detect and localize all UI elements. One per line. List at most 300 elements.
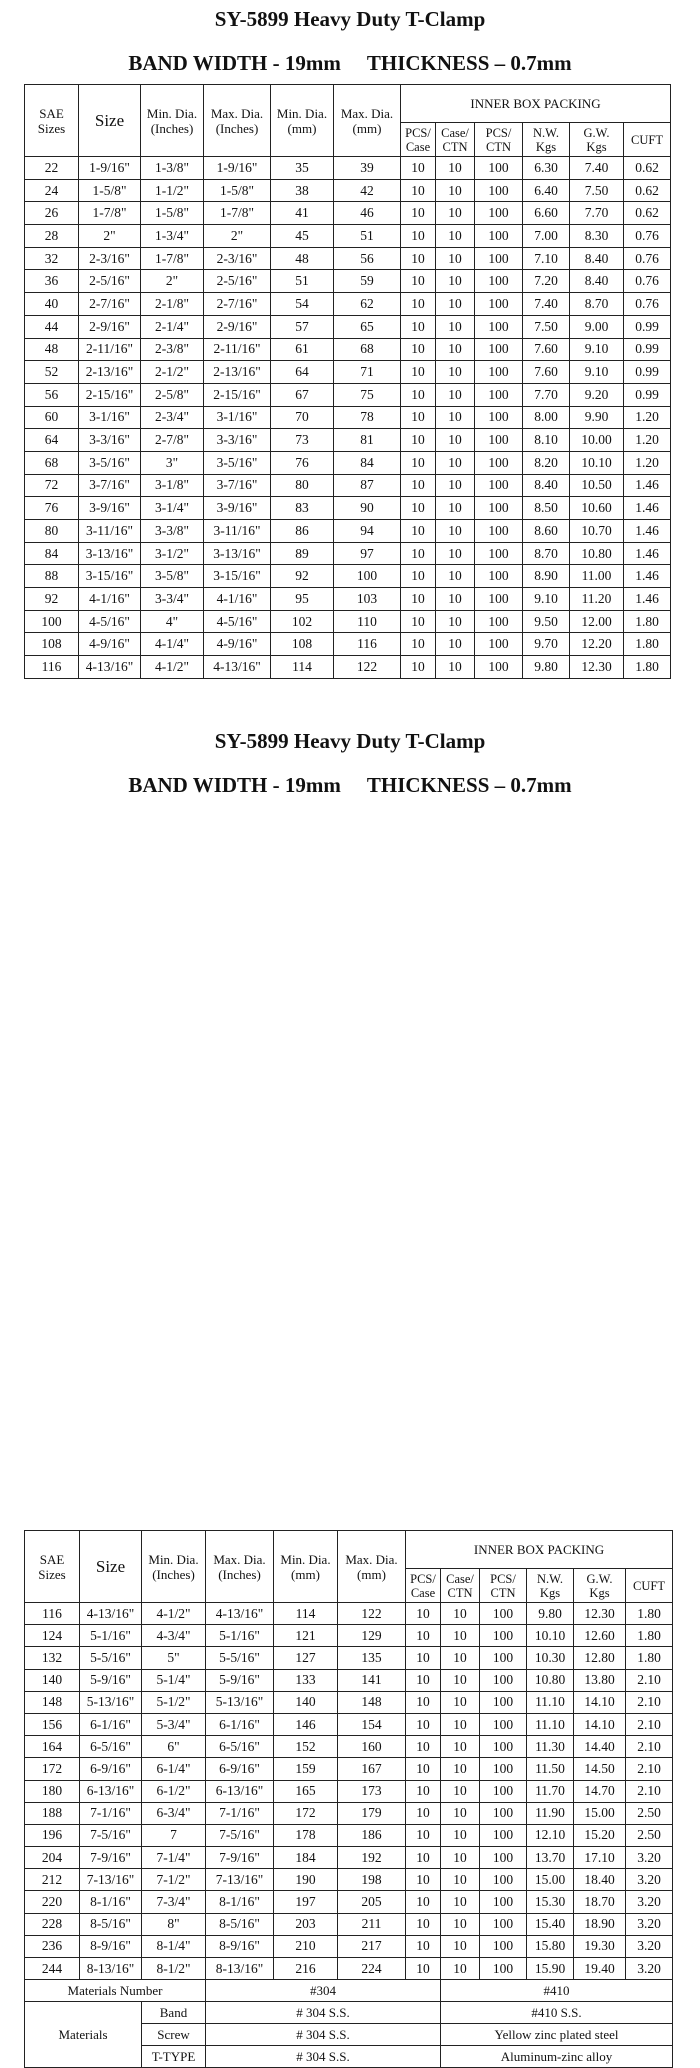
- cell-max-dia-mm: 56: [334, 247, 401, 270]
- table-row: [25, 1913, 673, 1935]
- cell-net-weight: 9.50: [523, 610, 570, 633]
- cell-max-dia-inches: 4-13/16": [206, 1603, 274, 1625]
- cell-min-dia-inches: 6-3/4": [142, 1802, 206, 1824]
- cell-net-weight: 10.30: [527, 1647, 574, 1669]
- cell-max-dia-inches: 3-13/16": [204, 542, 271, 565]
- cell-pcs-per-case: 10: [406, 1780, 441, 1802]
- cell-size: 6-13/16": [80, 1780, 142, 1802]
- cell-pcs-per-ctn: 100: [480, 1847, 527, 1869]
- cell-size: 5-9/16": [80, 1669, 142, 1691]
- cell-case-per-ctn: 10: [436, 383, 475, 406]
- cell-sae-size: 180: [25, 1780, 80, 1802]
- cell-pcs-per-case: 10: [406, 1824, 441, 1846]
- cell-gross-weight: 8.40: [570, 270, 624, 293]
- cell-pcs-per-case: 10: [406, 1625, 441, 1647]
- cell-pcs-per-case: 10: [406, 1647, 441, 1669]
- cell-sae-size: 72: [25, 474, 79, 497]
- thickness-label: THICKNESS – 0.7mm: [366, 773, 572, 797]
- cell-size: 2-5/16": [79, 270, 141, 293]
- cell-sae-size: 172: [25, 1758, 80, 1780]
- cell-min-dia-inches: 3-1/2": [141, 542, 204, 565]
- cell-case-per-ctn: 10: [441, 1935, 480, 1957]
- table-row: [25, 315, 671, 338]
- cell-min-dia-inches: 5-3/4": [142, 1713, 206, 1735]
- cell-case-per-ctn: 10: [441, 1847, 480, 1869]
- cell-gross-weight: 14.10: [574, 1713, 626, 1735]
- cell-cuft: 1.80: [624, 656, 671, 679]
- cell-gross-weight: 19.30: [574, 1935, 626, 1957]
- cell-cuft: 1.46: [624, 565, 671, 588]
- cell-min-dia-inches: 7-1/2": [142, 1869, 206, 1891]
- table-row: [25, 565, 671, 588]
- cell-pcs-per-ctn: 100: [480, 1625, 527, 1647]
- cell-max-dia-inches: 3-1/16": [204, 406, 271, 429]
- cell-min-dia-inches: 6-1/4": [142, 1758, 206, 1780]
- cell-pcs-per-ctn: 100: [475, 157, 523, 180]
- cell-max-dia-mm: 192: [338, 1847, 406, 1869]
- cell-pcs-per-case: 10: [406, 1913, 441, 1935]
- cell-pcs-per-case: 10: [401, 451, 436, 474]
- cell-min-dia-inches: 3": [141, 451, 204, 474]
- cell-max-dia-inches: 2-3/16": [204, 247, 271, 270]
- cell-sae-size: 164: [25, 1736, 80, 1758]
- cell-sae-size: 116: [25, 656, 79, 679]
- cell-pcs-per-ctn: 100: [475, 270, 523, 293]
- cell-min-dia-mm: 45: [271, 225, 334, 248]
- cell-min-dia-mm: 146: [274, 1713, 338, 1735]
- table-row: [25, 1824, 673, 1846]
- cell-net-weight: 8.90: [523, 565, 570, 588]
- cell-gross-weight: 18.40: [574, 1869, 626, 1891]
- cell-pcs-per-case: 10: [406, 1869, 441, 1891]
- table-row: [25, 225, 671, 248]
- cell-case-per-ctn: 10: [436, 225, 475, 248]
- cell-size: 2-3/16": [79, 247, 141, 270]
- cell-gross-weight: 12.20: [570, 633, 624, 656]
- cell-pcs-per-case: 10: [401, 565, 436, 588]
- cell-cuft: 1.20: [624, 451, 671, 474]
- cell-min-dia-inches: 5-1/2": [142, 1691, 206, 1713]
- cell-max-dia-inches: 5-5/16": [206, 1647, 274, 1669]
- cell-size: 7-13/16": [80, 1869, 142, 1891]
- cell-max-dia-inches: 8-1/16": [206, 1891, 274, 1913]
- cell-net-weight: 8.20: [523, 451, 570, 474]
- cell-pcs-per-ctn: 100: [480, 1603, 527, 1625]
- cell-case-per-ctn: 10: [441, 1958, 480, 1980]
- header-max-inches: Max. Dia. (Inches): [204, 85, 271, 157]
- header-sae: SAE Sizes: [25, 85, 79, 157]
- cell-pcs-per-case: 10: [401, 293, 436, 316]
- table-row: [25, 429, 671, 452]
- cell-cuft: 2.10: [626, 1713, 673, 1735]
- cell-cuft: 2.50: [626, 1824, 673, 1846]
- cell-min-dia-inches: 4": [141, 610, 204, 633]
- cell-pcs-per-case: 10: [406, 1691, 441, 1713]
- band-label: Band: [142, 2002, 206, 2024]
- cell-min-dia-inches: 8": [142, 1913, 206, 1935]
- cell-max-dia-inches: 2-15/16": [204, 383, 271, 406]
- cell-min-dia-inches: 1-3/8": [141, 157, 204, 180]
- cell-cuft: 2.10: [626, 1780, 673, 1802]
- cell-cuft: 1.80: [626, 1647, 673, 1669]
- materials-number-410: #410: [441, 1980, 673, 2002]
- cell-max-dia-mm: 78: [334, 406, 401, 429]
- cell-pcs-per-ctn: 100: [475, 520, 523, 543]
- cell-max-dia-mm: 90: [334, 497, 401, 520]
- cell-max-dia-mm: 51: [334, 225, 401, 248]
- cell-net-weight: 11.90: [527, 1802, 574, 1824]
- cell-net-weight: 9.80: [523, 656, 570, 679]
- cell-pcs-per-case: 10: [401, 474, 436, 497]
- cell-pcs-per-case: 10: [406, 1935, 441, 1957]
- cell-max-dia-inches: 8-13/16": [206, 1958, 274, 1980]
- cell-sae-size: 88: [25, 565, 79, 588]
- cell-max-dia-inches: 3-15/16": [204, 565, 271, 588]
- cell-max-dia-inches: 3-9/16": [204, 497, 271, 520]
- cell-min-dia-mm: 70: [271, 406, 334, 429]
- cell-sae-size: 212: [25, 1869, 80, 1891]
- cell-max-dia-mm: 224: [338, 1958, 406, 1980]
- cell-min-dia-inches: 2-7/8": [141, 429, 204, 452]
- cell-gross-weight: 9.20: [570, 383, 624, 406]
- cell-pcs-per-case: 10: [406, 1736, 441, 1758]
- page-title: SY-5899 Heavy Duty T-Clamp: [214, 729, 486, 753]
- cell-size: 5-1/16": [80, 1625, 142, 1647]
- cell-max-dia-mm: 122: [338, 1603, 406, 1625]
- cell-min-dia-mm: 102: [271, 610, 334, 633]
- cell-min-dia-inches: 2-1/4": [141, 315, 204, 338]
- table-row: [25, 1713, 673, 1735]
- cell-case-per-ctn: 10: [441, 1625, 480, 1647]
- cell-pcs-per-case: 10: [406, 1669, 441, 1691]
- cell-size: 6-9/16": [80, 1758, 142, 1780]
- cell-max-dia-inches: 7-5/16": [206, 1824, 274, 1846]
- cell-gross-weight: 9.00: [570, 315, 624, 338]
- cell-min-dia-mm: 114: [271, 656, 334, 679]
- cell-max-dia-mm: 205: [338, 1891, 406, 1913]
- cell-sae-size: 92: [25, 588, 79, 611]
- table-row: [25, 1891, 673, 1913]
- table-row: [25, 520, 671, 543]
- header-gw: G.W. Kgs: [570, 123, 624, 157]
- cell-max-dia-inches: 2": [204, 225, 271, 248]
- band-width-label: BAND WIDTH - 19mm: [128, 51, 341, 75]
- cell-pcs-per-case: 10: [401, 588, 436, 611]
- cell-gross-weight: 17.10: [574, 1847, 626, 1869]
- cell-cuft: 0.76: [624, 293, 671, 316]
- cell-net-weight: 8.40: [523, 474, 570, 497]
- cell-gross-weight: 18.90: [574, 1913, 626, 1935]
- cell-min-dia-mm: 73: [271, 429, 334, 452]
- cell-pcs-per-case: 10: [406, 1713, 441, 1735]
- cell-min-dia-inches: 2-3/4": [141, 406, 204, 429]
- cell-max-dia-inches: 2-5/16": [204, 270, 271, 293]
- cell-size: 5-5/16": [80, 1647, 142, 1669]
- cell-cuft: 1.80: [624, 610, 671, 633]
- cell-case-per-ctn: 10: [436, 497, 475, 520]
- cell-min-dia-mm: 114: [274, 1603, 338, 1625]
- cell-pcs-per-ctn: 100: [475, 588, 523, 611]
- header-cuft: CUFT: [626, 1569, 673, 1603]
- cell-max-dia-mm: 173: [338, 1780, 406, 1802]
- cell-gross-weight: 10.60: [570, 497, 624, 520]
- cell-case-per-ctn: 10: [441, 1647, 480, 1669]
- materials-number-label: Materials Number: [25, 1980, 206, 2002]
- cell-case-per-ctn: 10: [436, 610, 475, 633]
- ttype-410: Aluminum-zinc alloy: [441, 2046, 673, 2068]
- cell-max-dia-inches: 5-13/16": [206, 1691, 274, 1713]
- cell-pcs-per-ctn: 100: [480, 1869, 527, 1891]
- cell-pcs-per-ctn: 100: [475, 497, 523, 520]
- cell-max-dia-mm: 110: [334, 610, 401, 633]
- cell-pcs-per-case: 10: [401, 633, 436, 656]
- cell-pcs-per-case: 10: [401, 383, 436, 406]
- cell-max-dia-inches: 8-5/16": [206, 1913, 274, 1935]
- ttype-label: T-TYPE: [142, 2046, 206, 2068]
- band-410: #410 S.S.: [441, 2002, 673, 2024]
- cell-pcs-per-case: 10: [401, 610, 436, 633]
- cell-min-dia-mm: 57: [271, 315, 334, 338]
- header-min-mm: Min. Dia. (mm): [271, 85, 334, 157]
- cell-min-dia-inches: 2-5/8": [141, 383, 204, 406]
- cell-cuft: 0.62: [624, 179, 671, 202]
- materials-number-304: #304: [206, 1980, 441, 2002]
- cell-max-dia-mm: 103: [334, 588, 401, 611]
- table-row: [25, 497, 671, 520]
- cell-case-per-ctn: 10: [441, 1824, 480, 1846]
- materials-section: [25, 1980, 673, 2068]
- cell-pcs-per-case: 10: [401, 429, 436, 452]
- header-nw: N.W. Kgs: [523, 123, 570, 157]
- cell-pcs-per-case: 10: [401, 497, 436, 520]
- table-row: [25, 179, 671, 202]
- cell-sae-size: 148: [25, 1691, 80, 1713]
- cell-min-dia-mm: 190: [274, 1869, 338, 1891]
- cell-size: 4-13/16": [79, 656, 141, 679]
- cell-pcs-per-case: 10: [401, 225, 436, 248]
- cell-gross-weight: 14.70: [574, 1780, 626, 1802]
- cell-pcs-per-ctn: 100: [475, 202, 523, 225]
- cell-gross-weight: 18.70: [574, 1891, 626, 1913]
- cell-max-dia-mm: 62: [334, 293, 401, 316]
- header-sae: SAE Sizes: [25, 1531, 80, 1603]
- cell-gross-weight: 11.00: [570, 565, 624, 588]
- cell-net-weight: 7.60: [523, 361, 570, 384]
- cell-net-weight: 7.10: [523, 247, 570, 270]
- cell-gross-weight: 12.30: [574, 1603, 626, 1625]
- cell-pcs-per-ctn: 100: [480, 1824, 527, 1846]
- materials-label: Materials: [25, 2002, 142, 2068]
- cell-max-dia-inches: 7-13/16": [206, 1869, 274, 1891]
- cell-cuft: 2.10: [626, 1758, 673, 1780]
- header-min-mm: Min. Dia. (mm): [274, 1531, 338, 1603]
- cell-sae-size: 84: [25, 542, 79, 565]
- band-spec-heading: [0, 772, 700, 798]
- cell-pcs-per-ctn: 100: [475, 633, 523, 656]
- cell-case-per-ctn: 10: [436, 633, 475, 656]
- cell-gross-weight: 10.00: [570, 429, 624, 452]
- screw-410: Yellow zinc plated steel: [441, 2024, 673, 2046]
- cell-max-dia-inches: 3-11/16": [204, 520, 271, 543]
- cell-pcs-per-ctn: 100: [475, 429, 523, 452]
- cell-case-per-ctn: 10: [441, 1669, 480, 1691]
- cell-net-weight: 15.40: [527, 1913, 574, 1935]
- cell-net-weight: 12.10: [527, 1824, 574, 1846]
- cell-pcs-per-ctn: 100: [475, 179, 523, 202]
- cell-min-dia-mm: 51: [271, 270, 334, 293]
- cell-sae-size: 44: [25, 315, 79, 338]
- cell-sae-size: 60: [25, 406, 79, 429]
- cell-cuft: 1.46: [624, 520, 671, 543]
- cell-case-per-ctn: 10: [441, 1758, 480, 1780]
- cell-cuft: 2.10: [626, 1736, 673, 1758]
- cell-cuft: 2.10: [626, 1669, 673, 1691]
- cell-case-per-ctn: 10: [441, 1691, 480, 1713]
- cell-case-per-ctn: 10: [436, 565, 475, 588]
- cell-min-dia-mm: 89: [271, 542, 334, 565]
- cell-net-weight: 11.30: [527, 1736, 574, 1758]
- header-size: Size: [80, 1531, 142, 1603]
- band-304: # 304 S.S.: [206, 2002, 441, 2024]
- cell-min-dia-mm: 172: [274, 1802, 338, 1824]
- cell-net-weight: 9.10: [523, 588, 570, 611]
- cell-pcs-per-ctn: 100: [475, 451, 523, 474]
- cell-min-dia-inches: 3-3/8": [141, 520, 204, 543]
- cell-case-per-ctn: 10: [441, 1713, 480, 1735]
- table-row: [25, 1758, 673, 1780]
- cell-sae-size: 100: [25, 610, 79, 633]
- cell-case-per-ctn: 10: [436, 157, 475, 180]
- cell-gross-weight: 10.80: [570, 542, 624, 565]
- cell-pcs-per-case: 10: [406, 1847, 441, 1869]
- cell-gross-weight: 12.30: [570, 656, 624, 679]
- cell-net-weight: 9.70: [523, 633, 570, 656]
- band-spec-heading: [0, 50, 700, 76]
- cell-max-dia-inches: 7-1/16": [206, 1802, 274, 1824]
- cell-sae-size: 204: [25, 1847, 80, 1869]
- cell-size: 4-13/16": [80, 1603, 142, 1625]
- cell-min-dia-inches: 3-3/4": [141, 588, 204, 611]
- header-pcs-case: PCS/ Case: [406, 1569, 441, 1603]
- cell-case-per-ctn: 10: [436, 293, 475, 316]
- cell-pcs-per-ctn: 100: [480, 1736, 527, 1758]
- cell-net-weight: 6.40: [523, 179, 570, 202]
- cell-gross-weight: 9.10: [570, 361, 624, 384]
- cell-cuft: 0.99: [624, 361, 671, 384]
- cell-case-per-ctn: 10: [436, 451, 475, 474]
- cell-net-weight: 6.60: [523, 202, 570, 225]
- cell-max-dia-mm: 59: [334, 270, 401, 293]
- cell-min-dia-mm: 165: [274, 1780, 338, 1802]
- cell-case-per-ctn: 10: [436, 338, 475, 361]
- cell-max-dia-inches: 5-1/16": [206, 1625, 274, 1647]
- cell-min-dia-mm: 35: [271, 157, 334, 180]
- cell-size: 1-7/8": [79, 202, 141, 225]
- cell-sae-size: 48: [25, 338, 79, 361]
- cell-cuft: 3.20: [626, 1869, 673, 1891]
- cell-max-dia-inches: 6-1/16": [206, 1713, 274, 1735]
- cell-min-dia-inches: 4-1/2": [142, 1603, 206, 1625]
- cell-gross-weight: 15.00: [574, 1802, 626, 1824]
- cell-gross-weight: 9.90: [570, 406, 624, 429]
- cell-case-per-ctn: 10: [441, 1780, 480, 1802]
- cell-gross-weight: 7.70: [570, 202, 624, 225]
- cell-case-per-ctn: 10: [436, 270, 475, 293]
- table-row: [25, 406, 671, 429]
- cell-max-dia-mm: 129: [338, 1625, 406, 1647]
- cell-net-weight: 11.70: [527, 1780, 574, 1802]
- cell-max-dia-inches: 2-11/16": [204, 338, 271, 361]
- cell-min-dia-inches: 3-1/4": [141, 497, 204, 520]
- header-inner-box-packing: INNER BOX PACKING: [401, 85, 671, 123]
- table-row: [25, 610, 671, 633]
- cell-pcs-per-case: 10: [401, 157, 436, 180]
- table-row: [25, 1625, 673, 1647]
- cell-pcs-per-ctn: 100: [480, 1780, 527, 1802]
- cell-min-dia-inches: 1-3/4": [141, 225, 204, 248]
- cell-min-dia-mm: 80: [271, 474, 334, 497]
- cell-gross-weight: 10.70: [570, 520, 624, 543]
- table-row: [25, 293, 671, 316]
- cell-max-dia-mm: 148: [338, 1691, 406, 1713]
- cell-cuft: 2.10: [626, 1691, 673, 1713]
- cell-sae-size: 68: [25, 451, 79, 474]
- header-size: Size: [79, 85, 141, 157]
- cell-min-dia-mm: 76: [271, 451, 334, 474]
- spec-table-body: [25, 157, 671, 679]
- cell-size: 2-15/16": [79, 383, 141, 406]
- cell-max-dia-mm: 87: [334, 474, 401, 497]
- cell-cuft: 3.20: [626, 1958, 673, 1980]
- cell-size: 7-9/16": [80, 1847, 142, 1869]
- cell-pcs-per-ctn: 100: [475, 565, 523, 588]
- cell-cuft: 3.20: [626, 1891, 673, 1913]
- cell-min-dia-mm: 197: [274, 1891, 338, 1913]
- cell-max-dia-mm: 97: [334, 542, 401, 565]
- cell-pcs-per-case: 10: [401, 338, 436, 361]
- cell-sae-size: 24: [25, 179, 79, 202]
- cell-net-weight: 13.70: [527, 1847, 574, 1869]
- cell-cuft: 0.76: [624, 270, 671, 293]
- cell-net-weight: 11.50: [527, 1758, 574, 1780]
- cell-cuft: 3.20: [626, 1935, 673, 1957]
- cell-min-dia-inches: 6-1/2": [142, 1780, 206, 1802]
- cell-max-dia-mm: 100: [334, 565, 401, 588]
- cell-max-dia-mm: 167: [338, 1758, 406, 1780]
- cell-min-dia-mm: 92: [271, 565, 334, 588]
- header-case-ctn: Case/ CTN: [436, 123, 475, 157]
- cell-max-dia-inches: 4-5/16": [204, 610, 271, 633]
- cell-pcs-per-ctn: 100: [480, 1958, 527, 1980]
- cell-case-per-ctn: 10: [441, 1869, 480, 1891]
- cell-min-dia-mm: 86: [271, 520, 334, 543]
- cell-max-dia-inches: 5-9/16": [206, 1669, 274, 1691]
- cell-pcs-per-ctn: 100: [475, 406, 523, 429]
- table-row: [25, 1669, 673, 1691]
- cell-pcs-per-ctn: 100: [475, 338, 523, 361]
- cell-size: 3-9/16": [79, 497, 141, 520]
- cell-pcs-per-case: 10: [401, 520, 436, 543]
- cell-case-per-ctn: 10: [436, 520, 475, 543]
- cell-min-dia-inches: 1-7/8": [141, 247, 204, 270]
- cell-max-dia-inches: 7-9/16": [206, 1847, 274, 1869]
- cell-net-weight: 7.20: [523, 270, 570, 293]
- cell-size: 8-13/16": [80, 1958, 142, 1980]
- cell-max-dia-inches: 4-1/16": [204, 588, 271, 611]
- header-inner-box-packing: INNER BOX PACKING: [406, 1531, 673, 1569]
- cell-size: 4-9/16": [79, 633, 141, 656]
- cell-min-dia-mm: 203: [274, 1913, 338, 1935]
